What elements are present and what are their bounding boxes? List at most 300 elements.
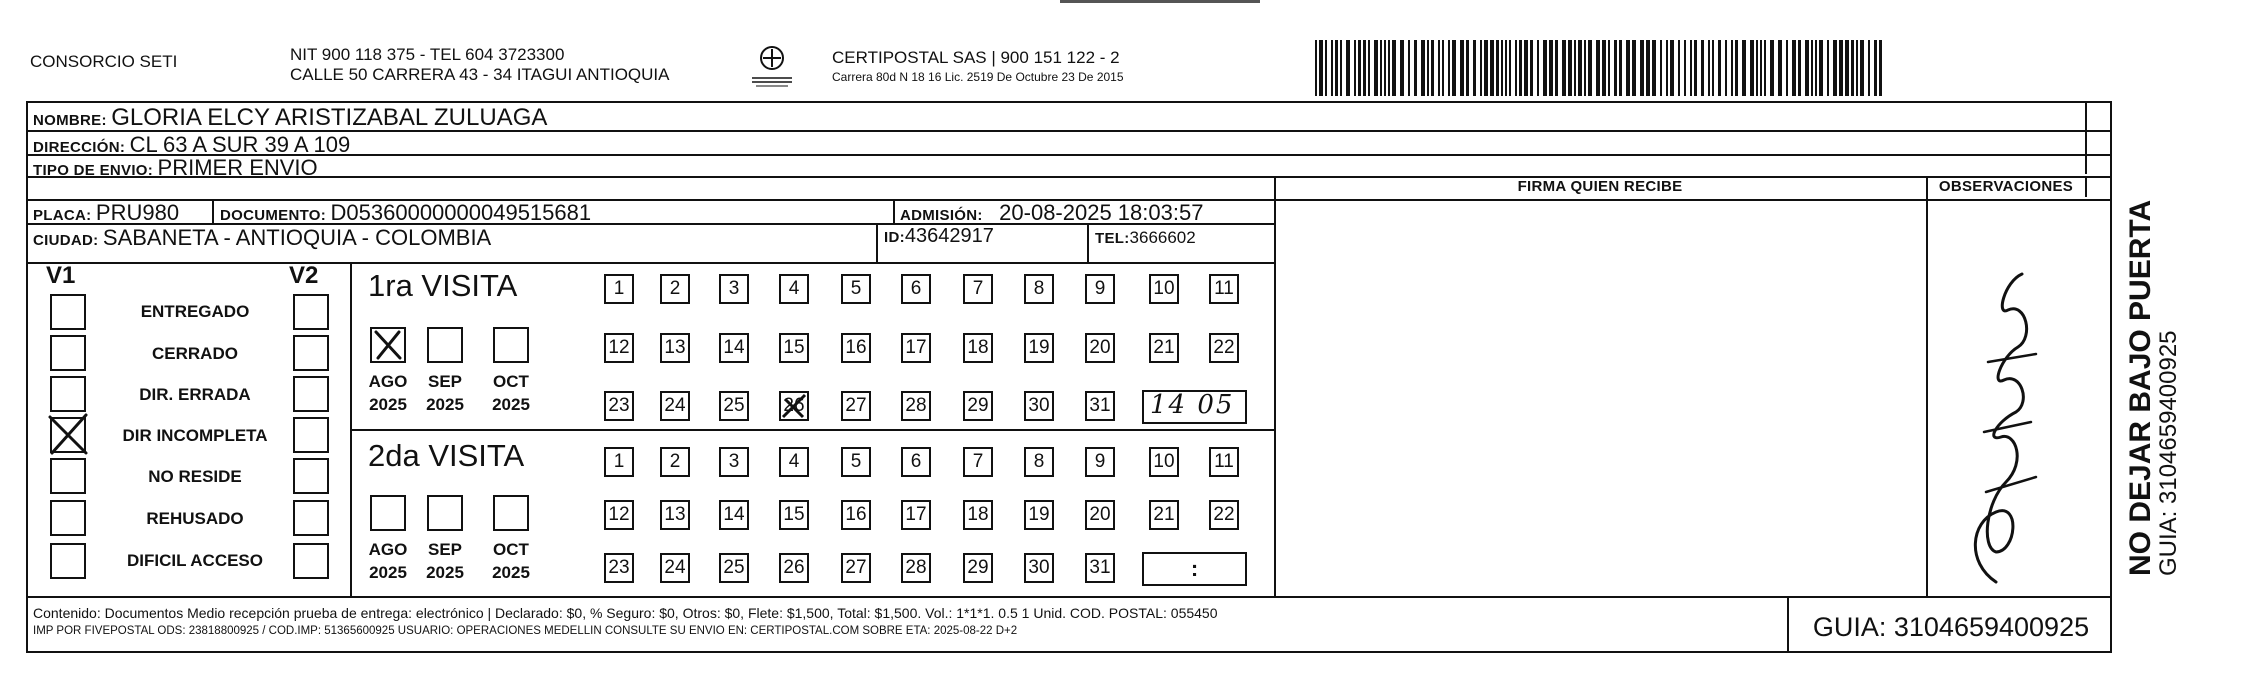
day-number: 6 (910, 278, 922, 299)
barcode-bar (1805, 40, 1809, 96)
footer-guia: GUIA: 3104659400925 (1812, 612, 2090, 642)
first-month-sep-label: SEP (427, 372, 463, 391)
barcode-bar (1374, 40, 1378, 96)
day-number: 7 (972, 278, 984, 299)
barcode-bar (1827, 40, 1829, 96)
first-visit-day-5[interactable] (841, 274, 871, 304)
second-visit-day-24[interactable] (660, 553, 690, 583)
second-year-oct-label: 2025 (492, 563, 530, 582)
second-visit-day-9[interactable] (1085, 447, 1115, 477)
day-number: 20 (1089, 504, 1111, 525)
barcode-bar (1392, 40, 1396, 96)
carrier-line-1: CERTIPOSTAL SAS | 900 151 122 - 2 (832, 48, 1120, 67)
barcode-bar (1725, 40, 1727, 96)
day-number: 4 (788, 451, 800, 472)
recipient-signature (1926, 262, 2086, 596)
barcode-bar (1701, 40, 1704, 96)
barcode-bar (1815, 40, 1817, 96)
first-visit-day-20[interactable] (1085, 333, 1115, 363)
second-visit-day-6[interactable] (901, 447, 931, 477)
footer-content-line: Contenido: Documentos Medio recepción prueba de entrega: electrónico | Declarado: $0, % Seguro: $0, Otros: $0, Flete: $1,500, Total: $1,500. Vol.: 1*1*1. 0.5 1 Unid. COD. POSTAL: 055450 (33, 605, 1218, 621)
first-visit-day-9[interactable] (1085, 274, 1115, 304)
first-visit-day-4[interactable] (779, 274, 809, 304)
barcode-bar (1811, 40, 1813, 96)
checkmark-x-icon (48, 413, 84, 449)
second-visit-day-27[interactable] (841, 553, 871, 583)
side-warning-line1: NO DEJAR BAJO PUERTA (2124, 199, 2157, 576)
day-number: 19 (1028, 337, 1050, 358)
second-visit-day-12[interactable] (604, 500, 634, 530)
placa-value: PRU980 (95, 200, 180, 225)
barcode-bar (1879, 40, 1882, 96)
barcode-bar (1335, 40, 1338, 96)
barcode-bar (1856, 40, 1858, 96)
barcode-bar (1408, 40, 1410, 96)
checkmark-x-icon (372, 329, 404, 361)
status-entregado: ENTREGADO (140, 302, 250, 321)
second-visit-day-31[interactable] (1085, 553, 1115, 583)
first-visit-day-21[interactable] (1149, 333, 1179, 363)
barcode-bar (1874, 40, 1877, 96)
first-visit-day-7[interactable] (963, 274, 993, 304)
first-visit-day-6[interactable] (901, 274, 931, 304)
second-year-ago-label: 2025 (369, 563, 407, 582)
day-number: 4 (788, 278, 800, 299)
v1-checkbox-entregado[interactable] (50, 294, 86, 330)
second-visit-day-19[interactable] (1024, 500, 1054, 530)
status-dir-incompleta: DIR INCOMPLETA (122, 426, 268, 445)
day-number: 9 (1094, 278, 1106, 299)
tipo-envio-value: PRIMER ENVIO (157, 155, 318, 180)
v1-checkbox-dir-incompleta[interactable] (50, 417, 86, 453)
nit-line: NIT 900 118 375 - TEL 604 3723300 (290, 45, 565, 64)
barcode-bar (1684, 40, 1686, 96)
barcode-bar (1414, 40, 1417, 96)
day-number: 26 (783, 395, 805, 416)
barcode-bar (1712, 40, 1714, 96)
second-visit-day-16[interactable] (841, 500, 871, 530)
footer-print-line: IMP POR FIVEPOSTAL ODS: 23818800925 / COD.IMP: 51365600925 USUARIO: OPERACIONES MEDELLIN CONSULTE SU ENVIO EN: CERTIPOSTAL.COM SOBRE ETA: 2025-08-22 D+2 (33, 625, 1018, 637)
barcode-bar (1750, 40, 1754, 96)
day-number: 23 (608, 557, 630, 578)
day-number: 27 (845, 557, 867, 578)
first-visit-day-19[interactable] (1024, 333, 1054, 363)
barcode-bar (1358, 40, 1361, 96)
day-number: 21 (1153, 504, 1175, 525)
barcode-bar (1735, 40, 1738, 96)
second-visit-day-5[interactable] (841, 447, 871, 477)
barcode-bar (1588, 40, 1592, 96)
v2-checkbox-no-reside[interactable] (293, 458, 329, 494)
barcode-bar (1574, 40, 1576, 96)
documento-label: DOCUMENTO: (220, 207, 327, 224)
first-visit-day-11[interactable] (1209, 274, 1239, 304)
barcode (1315, 40, 1885, 96)
second-visit-day-11[interactable] (1209, 447, 1239, 477)
second-visit-day-7[interactable] (963, 447, 993, 477)
second-visit-month-sep[interactable] (427, 495, 463, 531)
second-visit-time-box[interactable] (1142, 552, 1247, 586)
first-month-oct-label: OCT (493, 372, 529, 391)
v1-checkbox-no-reside[interactable] (50, 458, 86, 494)
first-visit-day-10[interactable] (1149, 274, 1179, 304)
barcode-bar (1614, 40, 1617, 96)
day-number: 16 (845, 337, 867, 358)
day-number: 11 (1214, 278, 1234, 299)
barcode-bar (1519, 40, 1522, 96)
first-visit-day-22[interactable] (1209, 333, 1239, 363)
v1-checkbox-rehusado[interactable] (50, 500, 86, 536)
barcode-bar (1845, 40, 1849, 96)
second-visit-day-28[interactable] (901, 553, 931, 583)
barcode-bar (1678, 40, 1680, 96)
day-number: 29 (967, 557, 989, 578)
barcode-bar (1562, 40, 1566, 96)
barcode-bar (1568, 40, 1572, 96)
barcode-bar (1543, 40, 1547, 96)
barcode-bar (1694, 40, 1697, 96)
day-number: 25 (723, 395, 745, 416)
v2-checkbox-dir-incompleta[interactable] (293, 417, 329, 453)
barcode-bar (1509, 40, 1511, 96)
barcode-bar (1484, 40, 1488, 96)
day-number: 3 (728, 451, 740, 472)
first-visit-day-3[interactable] (719, 274, 749, 304)
day-number: 31 (1089, 557, 1111, 578)
day-number: 18 (967, 504, 989, 525)
barcode-bar (1442, 40, 1444, 96)
first-visit-day-14[interactable] (719, 333, 749, 363)
day-number: 13 (664, 337, 686, 358)
barcode-bar (1490, 40, 1494, 96)
v1-label: V1 (46, 262, 76, 289)
tel-value: 3666602 (1129, 228, 1196, 247)
ciudad-value: SABANETA - ANTIOQUIA - COLOMBIA (102, 225, 492, 250)
first-visit-day-1[interactable] (604, 274, 634, 304)
day-number: 9 (1094, 451, 1106, 472)
strike-mark-icon (779, 391, 809, 421)
barcode-bar (1340, 40, 1342, 96)
barcode-bar (1764, 40, 1766, 96)
first-visit-day-2[interactable] (660, 274, 690, 304)
direccion-label: DIRECCIÓN: (33, 139, 126, 156)
second-visit-day-14[interactable] (719, 500, 749, 530)
barcode-bar (1770, 40, 1774, 96)
barcode-bar (1760, 40, 1762, 96)
day-number: 27 (845, 395, 867, 416)
barcode-bar (1466, 40, 1469, 96)
day-number: 5 (850, 451, 862, 472)
ciudad-label: CIUDAD: (33, 232, 99, 249)
second-month-sep-label: SEP (427, 540, 463, 559)
day-number: 24 (664, 395, 686, 416)
first-visit-month-ago[interactable] (370, 327, 406, 363)
barcode-bar (1325, 40, 1327, 96)
barcode-bar (1501, 40, 1503, 96)
first-visit-day-27[interactable] (841, 391, 871, 421)
day-number: 2 (669, 451, 681, 472)
barcode-bar (1421, 40, 1425, 96)
first-visit-day-23[interactable] (604, 391, 634, 421)
day-number: 8 (1033, 451, 1045, 472)
second-visit-day-4[interactable] (779, 447, 809, 477)
barcode-bar (1331, 40, 1333, 96)
barcode-bar (1798, 40, 1801, 96)
second-month-oct-label: OCT (493, 540, 529, 559)
status-no-reside: NO RESIDE (148, 467, 242, 486)
second-visit-month-ago[interactable] (370, 495, 406, 531)
first-visit-day-30[interactable] (1024, 391, 1054, 421)
barcode-bar (1537, 40, 1539, 96)
first-year-ago-label: 2025 (369, 395, 407, 414)
barcode-bar (1315, 40, 1317, 96)
day-number: 20 (1089, 337, 1111, 358)
barcode-bar (1578, 40, 1582, 96)
carrier-line-2: Carrera 80d N 18 16 Lic. 2519 De Octubre 23 De 2015 (832, 70, 1124, 84)
day-number: 1 (613, 451, 625, 472)
barcode-bar (1524, 40, 1528, 96)
first-visit-day-25[interactable] (719, 391, 749, 421)
barcode-bar (1354, 40, 1356, 96)
second-visit-day-23[interactable] (604, 553, 634, 583)
barcode-bar (1708, 40, 1710, 96)
second-visit-day-25[interactable] (719, 553, 749, 583)
barcode-bar (1626, 40, 1630, 96)
day-number: 24 (664, 557, 686, 578)
barcode-bar (1480, 40, 1482, 96)
day-number: 14 (723, 337, 745, 358)
day-number: 6 (910, 451, 922, 472)
barcode-bar (1555, 40, 1558, 96)
second-visit-month-oct[interactable] (493, 495, 529, 531)
admision-value: 20-08-2025 18:03:57 (999, 200, 1204, 225)
v2-checkbox-cerrado[interactable] (293, 335, 329, 371)
first-visit-day-29[interactable] (963, 391, 993, 421)
first-visit-month-oct[interactable] (493, 327, 529, 363)
second-visit-day-26[interactable] (779, 553, 809, 583)
barcode-bar (1690, 40, 1692, 96)
top-edge-mark (1060, 0, 1260, 3)
barcode-bar (1496, 40, 1499, 96)
status-cerrado: CERRADO (152, 344, 238, 363)
barcode-bar (1448, 40, 1450, 96)
day-number: 10 (1153, 451, 1175, 472)
day-number: 18 (967, 337, 989, 358)
firma-label: FIRMA QUIEN RECIBE (1517, 178, 1683, 195)
barcode-bar (1431, 40, 1434, 96)
first-year-sep-label: 2025 (426, 395, 464, 414)
second-visit-day-18[interactable] (963, 500, 993, 530)
side-warning (2124, 130, 2182, 576)
v2-label: V2 (289, 262, 319, 289)
day-number: 21 (1153, 337, 1175, 358)
barcode-bar (1640, 40, 1644, 96)
first-visit-time-box[interactable] (1142, 390, 1247, 424)
barcode-bar (1473, 40, 1476, 96)
barcode-bar (1632, 40, 1636, 96)
day-number: 29 (967, 395, 989, 416)
barcode-bar (1756, 40, 1758, 96)
day-number: 12 (608, 504, 630, 525)
barcode-bar (1400, 40, 1404, 96)
day-number: 14 (723, 504, 745, 525)
id-value: 43642917 (904, 225, 994, 247)
barcode-bar (1380, 40, 1382, 96)
barcode-bar (1839, 40, 1843, 96)
barcode-bar (1515, 40, 1517, 96)
placa-label: PLACA: (33, 207, 92, 224)
day-number: 23 (608, 395, 630, 416)
barcode-bar (1731, 40, 1733, 96)
address-line: CALLE 50 CARRERA 43 - 34 ITAGUI ANTIOQUIA (290, 65, 670, 84)
barcode-bar (1660, 40, 1662, 96)
barcode-bar (1346, 40, 1350, 96)
nombre-value: GLORIA ELCY ARISTIZABAL ZULUAGA (111, 104, 548, 131)
day-number: 16 (845, 504, 867, 525)
barcode-bar (1851, 40, 1854, 96)
first-visit-day-12[interactable] (604, 333, 634, 363)
second-visit-day-2[interactable] (660, 447, 690, 477)
observaciones-label: OBSERVACIONES (1938, 178, 2074, 195)
first-visit-day-24[interactable] (660, 391, 690, 421)
first-visit-title: 1ra VISITA (368, 268, 518, 303)
day-number: 1 (613, 278, 625, 299)
second-visit-day-13[interactable] (660, 500, 690, 530)
first-visit-day-18[interactable] (963, 333, 993, 363)
barcode-bar (1742, 40, 1746, 96)
barcode-bar (1778, 40, 1782, 96)
second-visit-day-22[interactable] (1209, 500, 1239, 530)
first-visit-day-8[interactable] (1024, 274, 1054, 304)
second-visit-day-29[interactable] (963, 553, 993, 583)
first-visit-day-15[interactable] (779, 333, 809, 363)
barcode-bar (1718, 40, 1721, 96)
day-number: 3 (728, 278, 740, 299)
day-number: 5 (850, 278, 862, 299)
barcode-bar (1619, 40, 1622, 96)
day-number: 28 (905, 395, 927, 416)
day-number: 19 (1028, 504, 1050, 525)
second-visit-time-placeholder: : (1190, 556, 1199, 581)
barcode-bar (1319, 40, 1323, 96)
barcode-bar (1792, 40, 1796, 96)
status-dir-errada: DIR. ERRADA (139, 385, 251, 404)
side-warning-line2: GUIA: 3104659400925 (2155, 330, 2182, 576)
day-number: 30 (1028, 557, 1050, 578)
second-visit-day-17[interactable] (901, 500, 931, 530)
day-number: 15 (783, 504, 805, 525)
barcode-bar (1860, 40, 1864, 96)
day-number: 11 (1214, 451, 1234, 472)
second-visit-day-20[interactable] (1085, 500, 1115, 530)
barcode-bar (1505, 40, 1507, 96)
barcode-bar (1530, 40, 1533, 96)
v2-checkbox-entregado[interactable] (293, 294, 329, 330)
second-visit-day-10[interactable] (1149, 447, 1179, 477)
tel-label: TEL: (1095, 230, 1130, 247)
day-number: 7 (972, 451, 984, 472)
barcode-bar (1786, 40, 1788, 96)
first-visit-day-16[interactable] (841, 333, 871, 363)
first-visit-time-handwritten: 14 05 (1150, 390, 1235, 420)
first-visit-day-13[interactable] (660, 333, 690, 363)
barcode-bar (1652, 40, 1656, 96)
day-number: 28 (905, 557, 927, 578)
barcode-bar (1460, 40, 1464, 96)
second-visit-day-1[interactable] (604, 447, 634, 477)
day-number: 22 (1213, 337, 1235, 358)
barcode-bar (1666, 40, 1668, 96)
day-number: 26 (783, 557, 805, 578)
v1-checkbox-dificil-acceso[interactable] (50, 543, 86, 579)
v1-checkbox-dir-errada[interactable] (50, 376, 86, 412)
first-visit-day-31[interactable] (1085, 391, 1115, 421)
tipo-envio-label: TIPO DE ENVIO: (33, 162, 154, 179)
barcode-bar (1363, 40, 1366, 96)
barcode-bar (1368, 40, 1370, 96)
day-number: 13 (664, 504, 686, 525)
status-dificil-acceso: DIFICIL ACCESO (126, 551, 263, 570)
v2-checkbox-dir-errada[interactable] (293, 376, 329, 412)
status-rehusado: REHUSADO (146, 509, 244, 528)
second-visit-day-8[interactable] (1024, 447, 1054, 477)
second-visit-day-21[interactable] (1149, 500, 1179, 530)
day-number: 15 (783, 337, 805, 358)
documento-value: D05360000000049515681 (330, 200, 592, 225)
barcode-bar (1868, 40, 1870, 96)
first-visit-day-26[interactable] (779, 391, 809, 421)
day-number: 22 (1213, 504, 1235, 525)
first-visit-day-17[interactable] (901, 333, 931, 363)
barcode-bar (1384, 40, 1386, 96)
company-name: CONSORCIO SETI (30, 52, 178, 71)
first-month-ago-label: AGO (368, 372, 408, 391)
second-visit-day-15[interactable] (779, 500, 809, 530)
barcode-bar (1549, 40, 1553, 96)
barcode-bar (1388, 40, 1390, 96)
barcode-bar (1584, 40, 1586, 96)
day-number: 2 (669, 278, 681, 299)
v2-checkbox-rehusado[interactable] (293, 500, 329, 536)
barcode-bar (1596, 40, 1600, 96)
admision-label: ADMISIÓN: (900, 207, 983, 224)
day-number: 17 (905, 504, 927, 525)
first-visit-month-sep[interactable] (427, 327, 463, 363)
barcode-bar (1438, 40, 1440, 96)
first-visit-day-28[interactable] (901, 391, 931, 421)
barcode-bar (1646, 40, 1650, 96)
v1-checkbox-cerrado[interactable] (50, 335, 86, 371)
day-number: 25 (723, 557, 745, 578)
day-number: 12 (608, 337, 630, 358)
day-number: 8 (1033, 278, 1045, 299)
nombre-label: NOMBRE: (33, 112, 107, 129)
id-label: ID: (884, 229, 905, 246)
second-visit-day-3[interactable] (719, 447, 749, 477)
second-month-ago-label: AGO (368, 540, 408, 559)
barcode-bar (1602, 40, 1606, 96)
second-visit-day-30[interactable] (1024, 553, 1054, 583)
second-visit-title: 2da VISITA (368, 438, 525, 473)
barcode-bar (1833, 40, 1837, 96)
barcode-bar (1452, 40, 1456, 96)
barcode-bar (1670, 40, 1674, 96)
v2-checkbox-dificil-acceso[interactable] (293, 543, 329, 579)
day-number: 17 (905, 337, 927, 358)
day-number: 10 (1153, 278, 1175, 299)
second-year-sep-label: 2025 (426, 563, 464, 582)
barcode-bar (1427, 40, 1429, 96)
